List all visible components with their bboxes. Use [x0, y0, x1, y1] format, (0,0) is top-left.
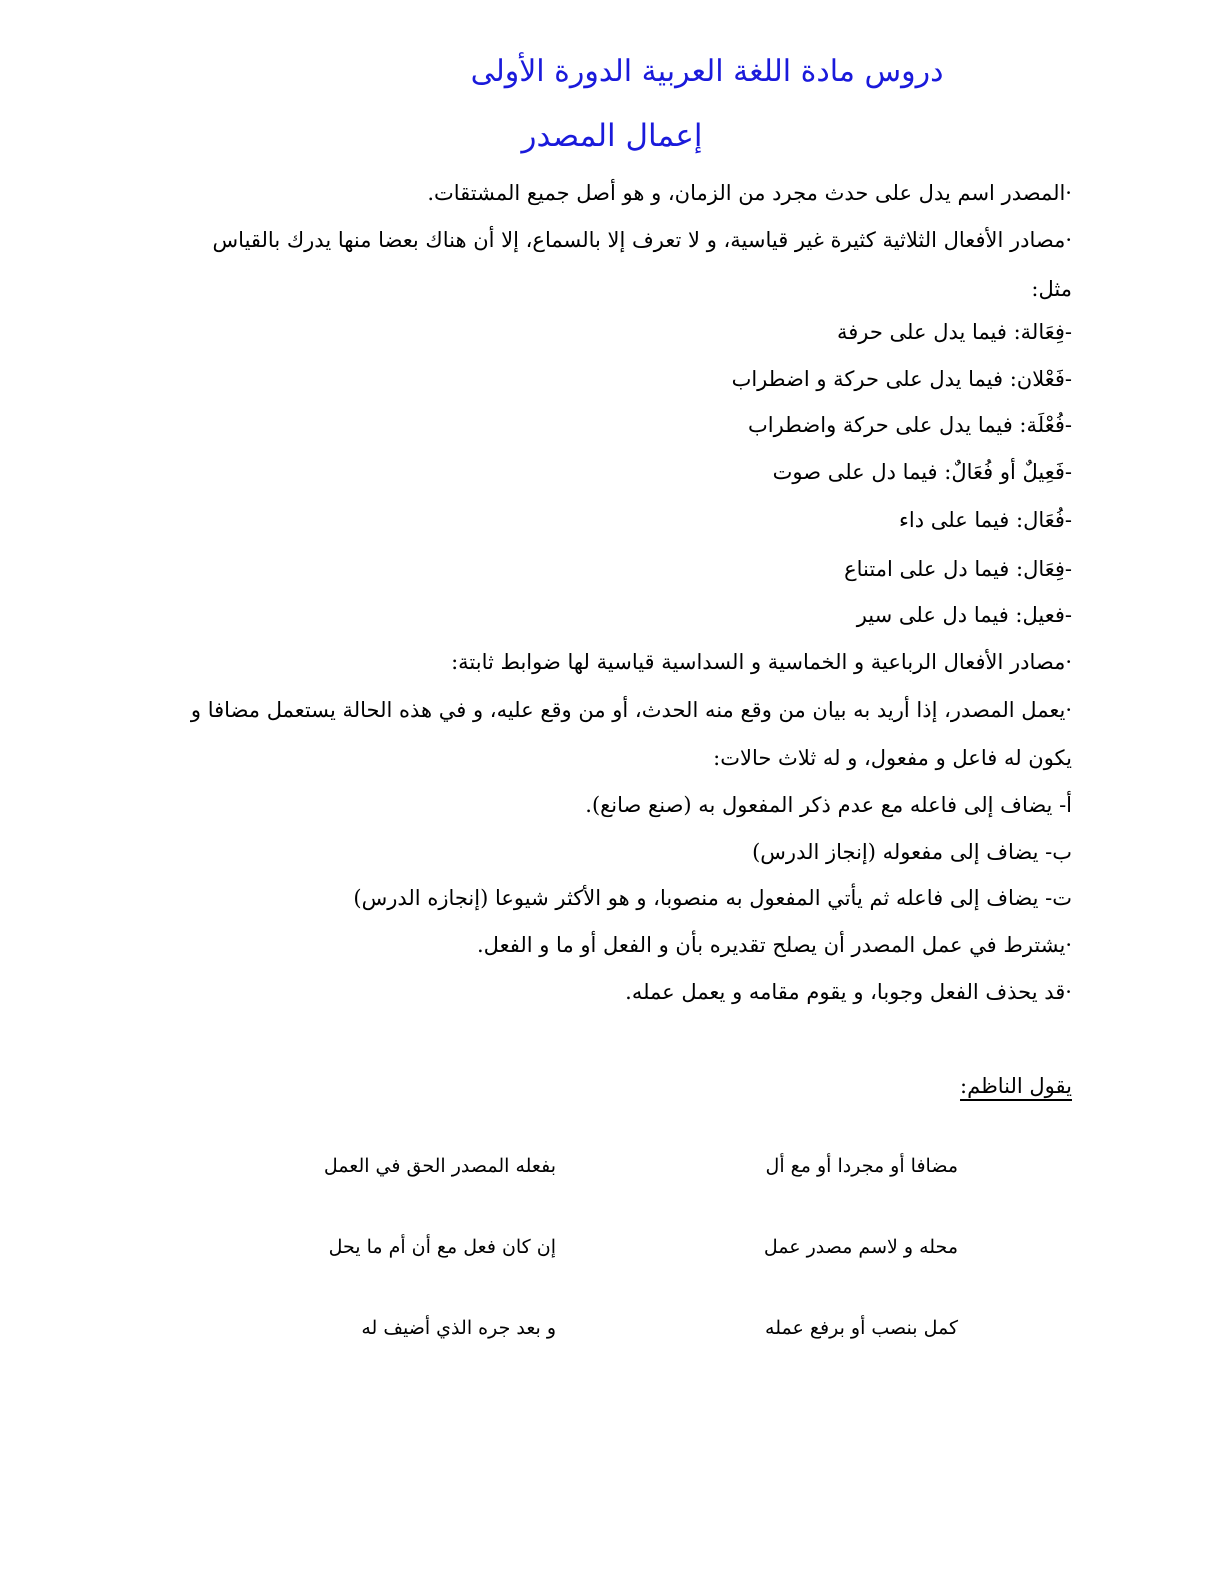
verse-first-hemistich: إن كان فعل مع أن أم ما يحل — [328, 1236, 556, 1258]
list-item: -فِعَالة: فيما يدل على حرفة — [837, 320, 1072, 344]
list-item: -فِعَال: فيما دل على امتناع — [844, 557, 1072, 581]
paragraph-line: ·يعمل المصدر، إذا أريد به بيان من وقع منه الحدث، أو من وقع عليه، و في هذه الحالة يستعمل مضافا و — [190, 698, 1072, 722]
list-item: -فَعْلان: فيما يدل على حركة و اضطراب — [731, 367, 1072, 391]
verse-second-hemistich: مضافا أو مجردا أو مع أل — [765, 1155, 958, 1177]
paragraph-line: مثل: — [1031, 277, 1072, 301]
list-item: -فُعَال: فيما على داء — [899, 508, 1072, 532]
case-item: أ- يضاف إلى فاعله مع عدم ذكر المفعول به (صنع صانع). — [585, 793, 1072, 817]
list-item: -فَعِيلٌ أو فُعَالٌ: فيما دل على صوت — [772, 460, 1072, 484]
paragraph-line: ·يشترط في عمل المصدر أن يصلح تقديره بأن و الفعل أو ما و الفعل. — [476, 933, 1072, 957]
case-item: ت- يضاف إلى فاعله ثم يأتي المفعول به منصوبا، و هو الأكثر شيوعا (إنجازه الدرس) — [353, 886, 1072, 910]
paragraph-line: ·مصادر الأفعال الرباعية و الخماسية و السداسية قياسية لها ضوابط ثابتة: — [451, 650, 1072, 674]
list-item: -فُعْلَة: فيما يدل على حركة واضطراب — [747, 413, 1072, 437]
paragraph-line: ·المصدر اسم يدل على حدث مجرد من الزمان، و هو أصل جميع المشتقات. — [427, 181, 1072, 205]
paragraph-line: يكون له فاعل و مفعول، و له ثلاث حالات: — [713, 746, 1072, 770]
verse-first-hemistich: بفعله المصدر الحق في العمل — [323, 1155, 556, 1177]
paragraph-line: ·مصادر الأفعال الثلاثية كثيرة غير قياسية، و لا تعرف إلا بالسماع، إلا أن هناك بعضا منها يدرك بالقياس — [212, 228, 1072, 252]
document-title: دروس مادة اللغة العربية الدورة الأولى — [470, 54, 944, 89]
poem-label: يقول الناظم: — [960, 1074, 1072, 1098]
verse-second-hemistich: كمل بنصب أو برفع عمله — [765, 1317, 958, 1339]
verse-first-hemistich: و بعد جره الذي أضيف له — [361, 1317, 556, 1339]
list-item: -فعيل: فيما دل على سير — [856, 603, 1072, 627]
verse-second-hemistich: محله و لاسم مصدر عمل — [763, 1236, 958, 1258]
case-item: ب- يضاف إلى مفعوله (إنجاز الدرس) — [752, 840, 1072, 864]
paragraph-line: ·قد يحذف الفعل وجوبا، و يقوم مقامه و يعمل عمله. — [625, 980, 1072, 1004]
document-subtitle: إعمال المصدر — [521, 118, 703, 154]
